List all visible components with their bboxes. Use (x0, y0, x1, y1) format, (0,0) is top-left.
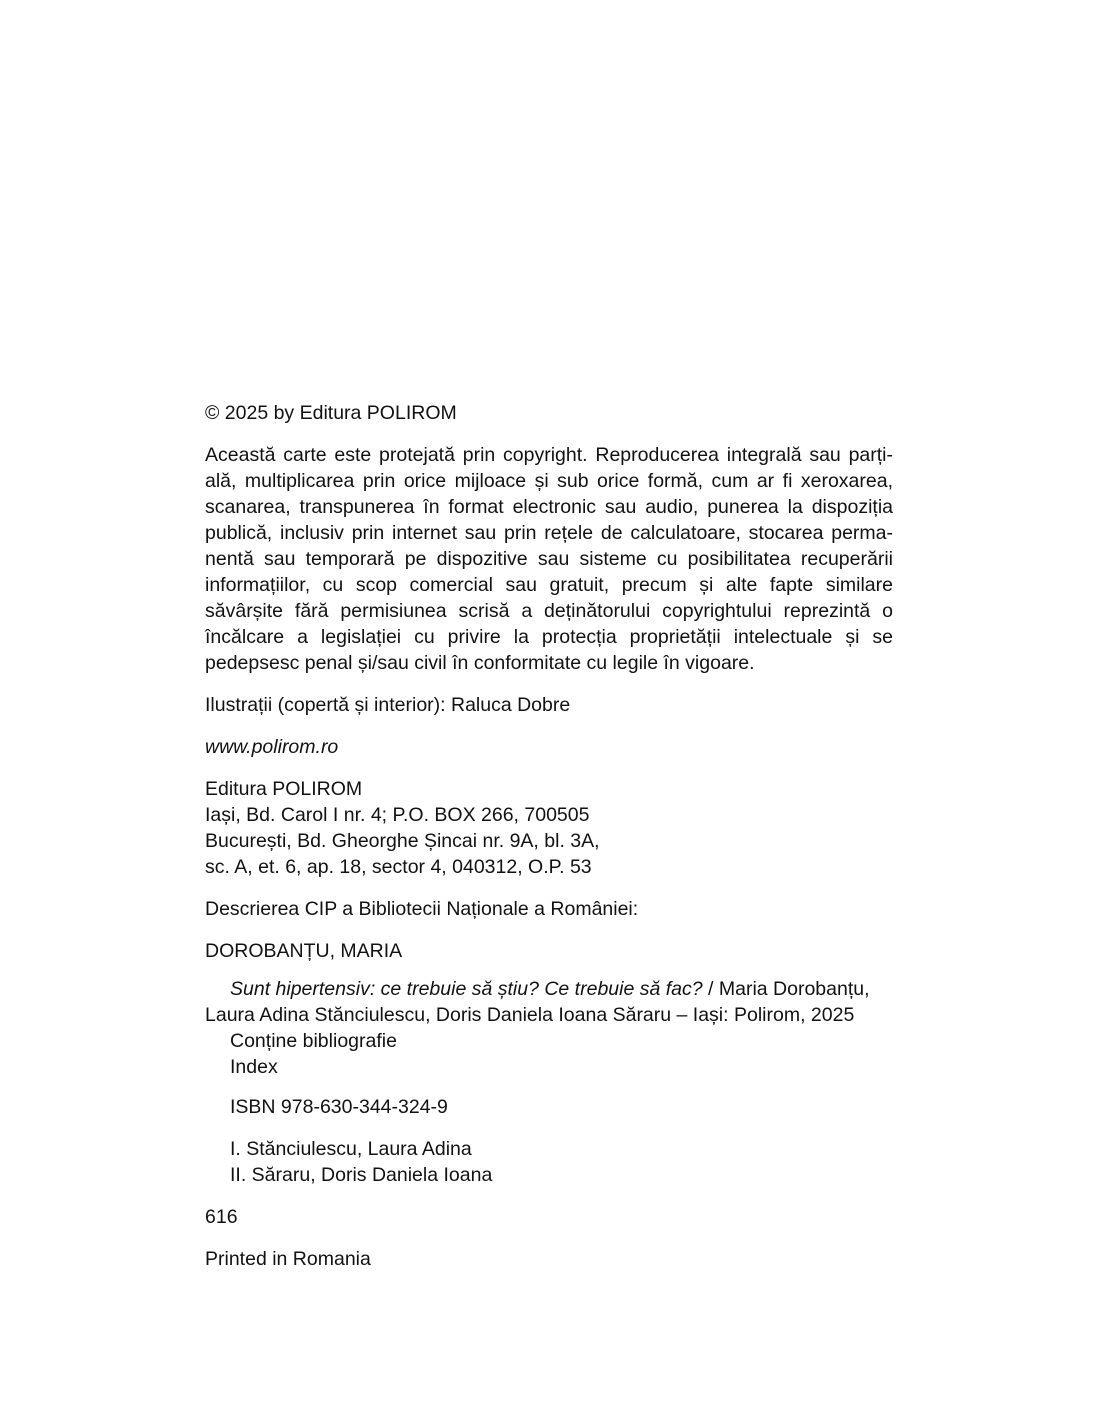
legal-paragraph-line: scanarea, transpunerea în format electronic sau audio, punerea la dispoziția (205, 496, 893, 518)
legal-paragraph-line: săvârșite fără permisiunea scrisă a deținătorului copyrightului reprezintă o (205, 600, 893, 622)
publisher-address-line: București, Bd. Gheorghe Șincai nr. 9A, bl. 3A, (205, 830, 600, 852)
cip-classification-code: 616 (205, 1206, 238, 1228)
publisher-address-line: sc. A, et. 6, ap. 18, sector 4, 040312, O.P. 53 (205, 856, 592, 878)
legal-paragraph-line: nentă sau temporară pe dispozitive sau sisteme cu posibilitatea recuperării (205, 548, 893, 570)
legal-paragraph (205, 442, 893, 676)
contributor-line: II. Săraru, Doris Daniela Ioana (230, 1164, 493, 1186)
legal-paragraph-line: Această carte este protejată prin copyright. Reproducerea integrală sau parți- (205, 444, 893, 466)
copyright-page-content (205, 400, 893, 1288)
publisher-name: Editura POLIROM (205, 778, 363, 800)
copyright-notice: © 2025 by Editura POLIROM (205, 402, 457, 424)
cip-title-line2: Laura Adina Stănciulescu, Doris Daniela Ioana Săraru – Iași: Polirom, 2025 (205, 1004, 855, 1026)
cip-title-line1 (205, 976, 893, 1002)
legal-paragraph-line: pedepsesc penal și/sau civil în conformitate cu legile în vigoare. (205, 652, 755, 674)
publisher-address-line: Iași, Bd. Carol I nr. 4; P.O. BOX 266, 700505 (205, 804, 590, 826)
publisher-address-block (205, 776, 893, 880)
book-title: Sunt hipertensiv: ce trebuie să știu? Ce trebuie să fac? (230, 978, 703, 1000)
legal-paragraph-line: încălcare a legislației cu privire la protecția proprietății intelectuale și se (205, 626, 893, 648)
contributor-line: I. Stănciulescu, Laura Adina (230, 1138, 472, 1160)
cip-title-entry (205, 976, 893, 1080)
cip-note-index: Index (230, 1056, 278, 1078)
legal-paragraph-line: informațiilor, cu scop comercial sau gratuit, precum și alte fapte similare (205, 574, 893, 596)
publisher-website: www.polirom.ro (205, 736, 339, 758)
cip-note-bibliography: Conține bibliografie (230, 1030, 397, 1052)
cip-heading: Descrierea CIP a Bibliotecii Naționale a României: (205, 898, 639, 920)
illustrations-credit: Ilustrații (copertă și interior): Raluca Dobre (205, 694, 571, 716)
legal-paragraph-line: ală, multiplicarea prin orice mijloace și sub orice formă, cum ar fi xeroxarea, (205, 470, 893, 492)
isbn: ISBN 978-630-344-324-9 (230, 1096, 448, 1118)
printed-in-notice: Printed in Romania (205, 1248, 371, 1270)
legal-paragraph-line: publică, inclusiv prin internet sau prin rețele de calculatoare, stocarea perma- (205, 522, 893, 544)
book-title-author: / Maria Dorobanțu, (702, 978, 870, 1000)
cip-author-heading: DOROBANȚU, MARIA (205, 940, 403, 962)
cip-contributors (205, 1136, 893, 1188)
